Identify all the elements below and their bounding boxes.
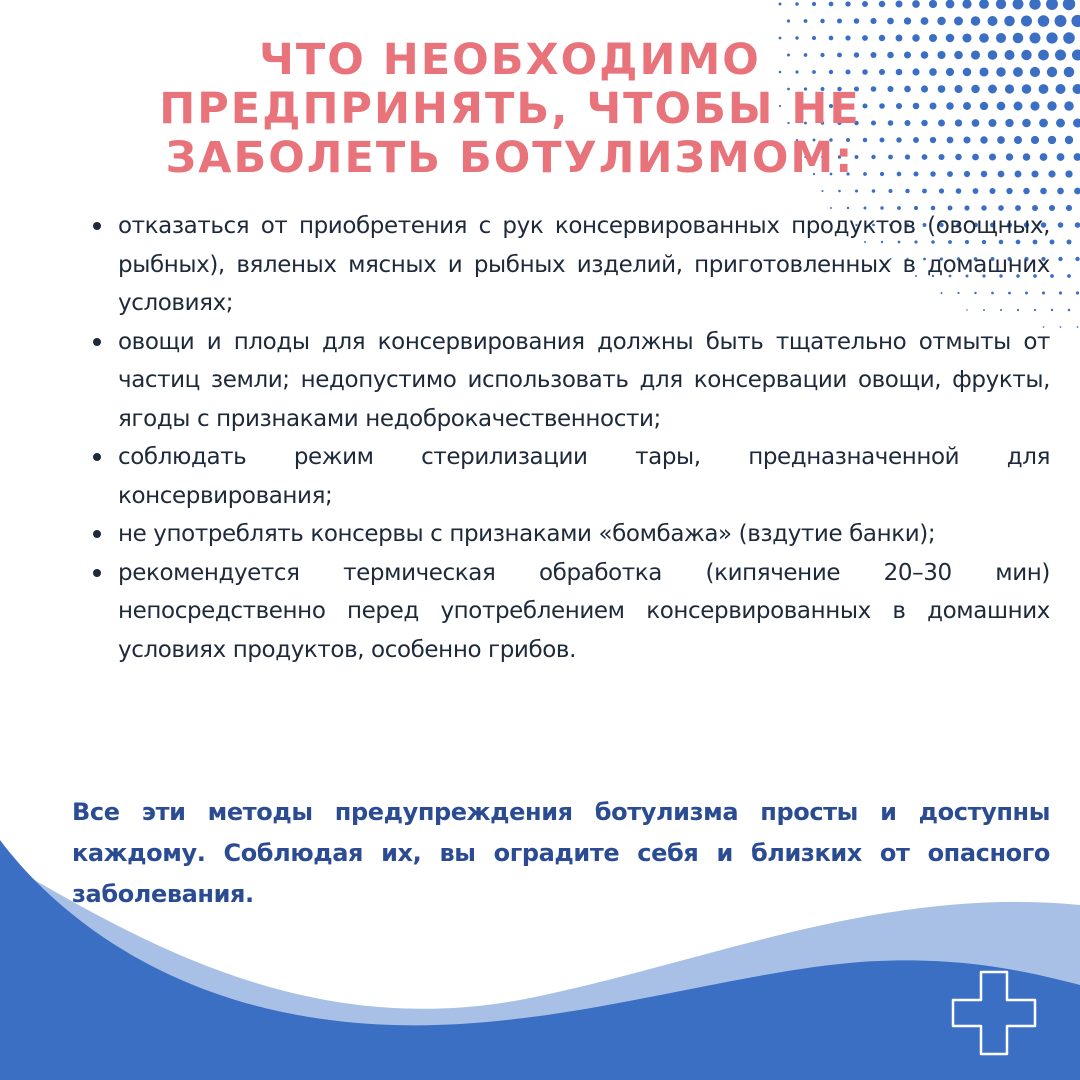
halftone-dot	[1048, 170, 1055, 177]
halftone-dot	[921, 17, 929, 25]
halftone-dot	[946, 0, 955, 8]
halftone-dot	[988, 85, 997, 94]
halftone-dot	[1023, 188, 1030, 195]
halftone-dot	[1031, 136, 1039, 144]
halftone-dot	[1075, 222, 1080, 228]
prevention-list	[88, 207, 1050, 669]
halftone-dot	[1005, 119, 1013, 127]
halftone-dot	[972, 154, 979, 161]
halftone-dot	[1029, 0, 1040, 10]
halftone-dot	[1004, 16, 1015, 27]
halftone-dot	[854, 18, 860, 24]
halftone-dot	[1039, 119, 1048, 128]
bullet-icon	[93, 530, 101, 538]
halftone-dot	[955, 154, 962, 161]
halftone-dot	[1060, 326, 1062, 328]
halftone-dot	[1022, 119, 1031, 128]
halftone-dot	[937, 51, 945, 59]
halftone-dot	[1014, 102, 1023, 111]
summary-text: Все эти методы предупреждения ботулизма просты и доступны каждому. Соблюдая их, вы оградите себя и близких от опасного заболевания.	[72, 798, 1050, 908]
halftone-dot	[1047, 67, 1057, 77]
halftone-dot	[1056, 84, 1066, 94]
bullet-icon	[93, 222, 101, 230]
halftone-dot	[930, 171, 936, 177]
halftone-dot	[1071, 15, 1080, 27]
halftone-dot	[946, 102, 954, 110]
halftone-dot	[980, 102, 988, 110]
halftone-dot	[1021, 15, 1032, 26]
halftone-dot	[904, 17, 911, 24]
halftone-dot	[1006, 188, 1012, 194]
halftone-dot	[998, 171, 1005, 178]
medical-cross-icon	[951, 970, 1037, 1056]
halftone-dot	[821, 190, 823, 192]
halftone-dot	[989, 188, 995, 194]
halftone-dot	[1065, 170, 1072, 177]
bullet-icon	[93, 453, 101, 461]
halftone-dot	[1006, 153, 1013, 160]
halftone-dot	[1064, 67, 1075, 78]
halftone-dot	[954, 51, 963, 60]
halftone-dot	[989, 153, 996, 160]
halftone-dot	[946, 34, 955, 43]
halftone-dot	[1040, 188, 1047, 195]
halftone-dot	[1068, 309, 1071, 312]
halftone-dot	[1040, 153, 1048, 161]
halftone-dot	[973, 188, 979, 194]
halftone-dot	[1013, 33, 1024, 44]
halftone-dot	[1015, 171, 1022, 178]
halftone-dot	[971, 85, 980, 94]
halftone-dot	[1057, 153, 1065, 161]
halftone-dot	[980, 136, 987, 143]
title-line-2: ПРЕДПРИНЯТЬ, ЧТОБЫ НЕ	[159, 84, 861, 134]
halftone-dot	[1021, 50, 1031, 60]
halftone-dot	[1076, 291, 1079, 294]
halftone-dot	[947, 171, 953, 177]
halftone-dot	[1051, 309, 1053, 311]
halftone-dot	[1014, 136, 1022, 144]
list-item-text: овощи и плоды для консервирования должны быть тщательно отмыты от частиц земли; недопустимо использовать для консервации овощи, фрукты, ягоды с признаками недоброкачественности;	[118, 328, 1050, 432]
halftone-dot	[1030, 33, 1041, 44]
halftone-dot	[1064, 101, 1073, 110]
halftone-dot	[955, 119, 962, 126]
halftone-dot	[838, 190, 841, 193]
halftone-dot	[1066, 205, 1072, 211]
halftone-dot	[1004, 50, 1014, 60]
halftone-dot	[963, 102, 971, 110]
halftone-dot	[963, 136, 970, 143]
halftone-dot	[947, 137, 954, 144]
halftone-dot	[981, 171, 987, 177]
halftone-dot	[1074, 153, 1080, 161]
halftone-dot	[996, 67, 1005, 76]
halftone-dot	[938, 85, 946, 93]
halftone-dot	[1065, 136, 1073, 144]
halftone-dot	[939, 188, 944, 193]
halftone-dot	[962, 33, 971, 42]
halftone-dot	[1046, 32, 1057, 43]
title-line-3: ЗАБОЛЕТЬ БОТУЛИЗМОМ:	[165, 133, 855, 183]
halftone-dot	[855, 189, 858, 192]
halftone-dot	[964, 171, 970, 177]
halftone-dot	[979, 0, 989, 9]
halftone-dot	[954, 85, 962, 93]
halftone-dot	[1047, 101, 1056, 110]
halftone-dot	[963, 68, 972, 77]
halftone-dot	[1039, 84, 1049, 94]
halftone-dot	[1057, 188, 1064, 195]
halftone-dot	[962, 0, 971, 9]
halftone-dot	[1077, 326, 1079, 328]
halftone-dot	[956, 188, 962, 194]
halftone-dot	[879, 1, 886, 8]
halftone-dot	[929, 102, 936, 109]
halftone-dot	[872, 189, 876, 193]
halftone-dot	[895, 0, 902, 7]
halftone-dot	[804, 19, 808, 23]
halftone-dot	[1030, 101, 1039, 110]
list-item	[88, 515, 1050, 554]
halftone-dot	[988, 16, 998, 26]
halftone-dot	[837, 18, 842, 23]
halftone-dot	[1038, 50, 1049, 61]
halftone-dot	[1055, 50, 1066, 61]
halftone-dot	[971, 16, 980, 25]
halftone-dot	[1030, 67, 1040, 77]
halftone-dot	[862, 1, 868, 7]
halftone-dot	[1022, 84, 1032, 94]
halftone-dot	[996, 0, 1006, 9]
halftone-dot	[938, 154, 944, 160]
halftone-dot	[1063, 32, 1075, 44]
halftone-dot	[845, 1, 850, 6]
list-item-text: рекомендуется термическая обработка (кипячение 20–30 мин) непосредственно перед употреблением консервированных в домашних условиях продуктов, особенно грибов.	[118, 559, 1050, 663]
halftone-dot	[1013, 67, 1023, 77]
halftone-dot	[1005, 84, 1014, 93]
halftone-dot	[1013, 0, 1024, 9]
halftone-dot	[1048, 136, 1056, 144]
halftone-dot	[929, 68, 937, 76]
halftone-dot	[997, 136, 1005, 144]
halftone-dot	[1050, 240, 1055, 245]
list-item-text: отказаться от приобретения с рук консервированных продуктов (овощных, рыбных), вяленых мясных и рыбных изделий, приготовленных в домашних условиях;	[118, 213, 1050, 316]
list-item	[88, 207, 1050, 323]
halftone-dot	[1038, 15, 1050, 27]
page-title	[90, 36, 930, 183]
halftone-dot	[929, 0, 937, 8]
halftone-dot	[938, 120, 945, 127]
halftone-dot	[937, 17, 945, 25]
halftone-dot	[779, 3, 782, 6]
halftone-dot	[946, 68, 954, 76]
halftone-dot	[1055, 15, 1067, 27]
halftone-dot	[812, 2, 816, 6]
halftone-dot	[979, 33, 989, 43]
halftone-dot	[820, 19, 824, 23]
list-item	[88, 438, 1050, 515]
halftone-dot	[996, 33, 1006, 43]
list-item	[88, 323, 1050, 439]
halftone-dot	[1023, 153, 1031, 161]
halftone-dot	[971, 50, 980, 59]
halftone-dot	[979, 67, 988, 76]
halftone-dot	[1072, 49, 1080, 60]
halftone-dot	[1059, 291, 1062, 294]
halftone-dot	[997, 102, 1006, 111]
list-item-text: соблюдать режим стерилизации тары, предназначенной для консервирования;	[118, 444, 1050, 509]
list-item	[88, 554, 1050, 670]
halftone-dot	[954, 17, 963, 26]
halftone-dot	[1073, 119, 1080, 128]
halftone-dot	[1074, 188, 1080, 195]
bullet-icon	[93, 569, 101, 577]
bullet-icon	[93, 338, 101, 346]
halftone-dot	[922, 189, 927, 194]
halftone-dot	[787, 19, 790, 22]
halftone-dot	[929, 34, 937, 42]
halftone-dot	[1075, 257, 1079, 261]
halftone-dot	[1072, 84, 1080, 94]
halftone-dot	[887, 18, 894, 25]
halftone-dot	[1067, 240, 1072, 245]
halftone-dot	[905, 189, 909, 193]
halftone-dot	[930, 137, 936, 143]
halftone-dot	[1031, 170, 1038, 177]
halftone-dot	[1067, 274, 1071, 278]
halftone-dot	[1063, 0, 1075, 10]
halftone-dot	[870, 18, 876, 24]
title-line-1: ЧТО НЕОБХОДИМО	[259, 35, 761, 85]
halftone-dot	[795, 2, 799, 6]
halftone-dot	[972, 119, 980, 127]
halftone-dot	[988, 50, 998, 60]
halftone-dot	[912, 0, 920, 8]
halftone-dot	[888, 189, 892, 193]
list-item-text: не употреблять консервы с признаками «бомбажа» (вздутие банки);	[118, 521, 936, 547]
halftone-dot	[829, 2, 834, 7]
halftone-dot	[988, 119, 996, 127]
halftone-dot	[1056, 119, 1065, 128]
halftone-dot	[1046, 0, 1058, 10]
halftone-dot	[1058, 222, 1064, 228]
halftone-dot	[1058, 257, 1062, 261]
halftone-dot	[1050, 274, 1054, 278]
